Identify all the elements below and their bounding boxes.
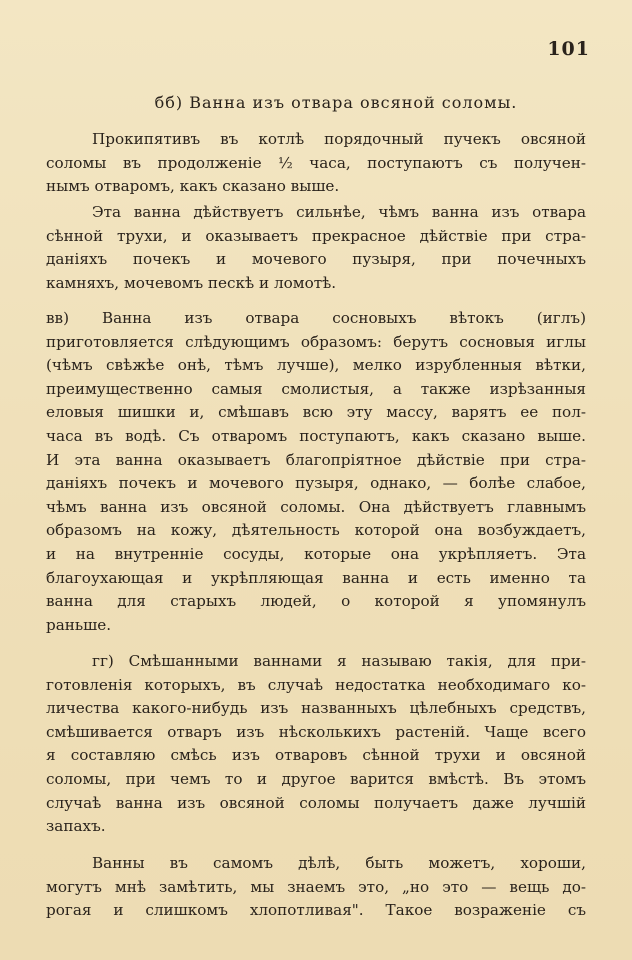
text-line: рогая и слишкомъ хлопотливая". Такое возраженіе съ [46, 901, 586, 920]
text-line: гг) Смѣшанными ваннами я называю такія, для при- [92, 652, 586, 670]
text-line: приготовляется слѣдующимъ образомъ: берутъ сосновыя иглы [46, 332, 586, 351]
text-line: часа въ водѣ. Съ отваромъ поступаютъ, какъ сказано выше. [46, 426, 586, 445]
text-line: вв) Ванна изъ отвара сосновыхъ вѣтокъ (иглъ) [46, 309, 586, 327]
text-line: и на внутренніе сосуды, которые она укрѣпляетъ. Эта [46, 544, 586, 563]
text-line: даніяхъ почекъ и мочевого пузыря, однако, — болѣе слабое, [46, 474, 586, 493]
paragraph-objection [46, 852, 586, 923]
text-line: ванна для старыхъ людей, о которой я упомянулъ [46, 592, 586, 611]
text-line: раньше. [46, 615, 112, 634]
text-line: нымъ отваромъ, какъ сказано выше. [46, 177, 340, 196]
text-line: Ванны въ самомъ дѣлѣ, быть можетъ, хороши, [92, 854, 586, 872]
text-line: Прокипятивъ въ котлѣ порядочный пучекъ овсяной [92, 130, 586, 148]
text-line: чѣмъ ванна изъ овсяной соломы. Она дѣйствуетъ главнымъ [46, 497, 586, 516]
text-line: благоухающая и укрѣпляющая ванна и есть именно та [46, 568, 586, 587]
text-line: даніяхъ почекъ и мочевого пузыря, при почечныхъ [46, 250, 586, 269]
section-heading: бб) Ванна изъ отвара овсяной соломы. [154, 93, 518, 112]
text-line: смѣшивается отваръ изъ нѣсколькихъ растеній. Чаще всего [46, 722, 586, 741]
text-line: могутъ мнѣ замѣтить, мы знаемъ это, „но это — вещь до- [46, 877, 586, 896]
text-line: я составляю смѣсь изъ отваровъ сѣнной трухи и овсяной [46, 746, 586, 765]
text-line: образомъ на кожу, дѣятельность которой она возбуждаетъ, [46, 521, 586, 540]
text-line: соломы въ продолженіе ½ часа, поступаютъ съ получен- [46, 153, 586, 172]
text-line: камняхъ, мочевомъ пескѣ и ломотѣ. [46, 273, 337, 292]
text-line: преимущественно самыя смолистыя, а также изрѣзанныя [46, 379, 586, 398]
text-line: (чѣмъ свѣжѣе онѣ, тѣмъ лучше), мелко изрубленныя вѣтки, [46, 356, 586, 375]
text-line: сѣнной трухи, и оказываетъ прекрасное дѣйствіе при стра- [46, 226, 586, 245]
paragraph-oat-straw-effect [46, 201, 586, 295]
text-line: еловыя шишки и, смѣшавъ всю эту массу, варятъ ее пол- [46, 403, 586, 422]
paragraph-pine-bath [46, 307, 586, 637]
page-number: 101 [547, 38, 590, 60]
paragraph-mixed-baths [46, 650, 586, 839]
paragraph-oat-straw-method [46, 128, 586, 199]
text-line: Эта ванна дѣйствуетъ сильнѣе, чѣмъ ванна изъ отвара [92, 203, 586, 221]
text-line: И эта ванна оказываетъ благопріятное дѣйствіе при стра- [46, 450, 586, 469]
text-line: личества какого-нибудь изъ названныхъ цѣлебныхъ средствъ, [46, 699, 586, 718]
text-line: запахъ. [46, 817, 106, 836]
text-line: случаѣ ванна изъ овсяной соломы получаетъ даже лучшій [46, 793, 586, 812]
text-line: соломы, при чемъ то и другое варится вмѣстѣ. Въ этомъ [46, 769, 586, 788]
text-line: готовленія которыхъ, въ случаѣ недостатка необходимаго ко- [46, 675, 586, 694]
